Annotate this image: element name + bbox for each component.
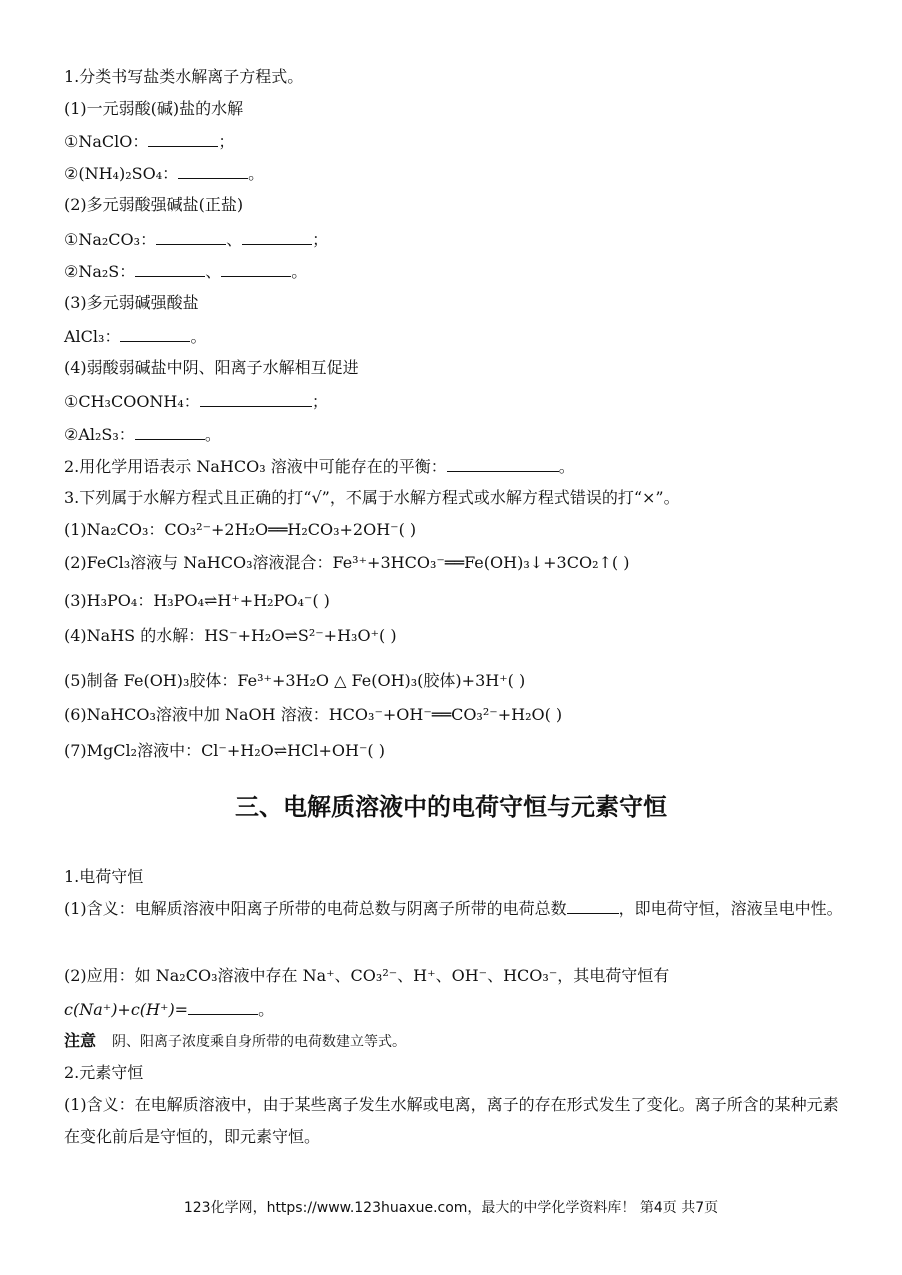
answer-blank (242, 228, 312, 245)
subsection-2-title: (2)多元弱酸强碱盐(正盐) (64, 195, 244, 214)
equation-text: c(Na⁺)+c(H⁺)= (64, 1000, 189, 1019)
judge-item-3: (3)H₃PO₄：H₃PO₄⇌H⁺+H₂PO₄⁻( ) (64, 591, 330, 610)
item-label: AlCl₃： (64, 327, 121, 346)
item-alcl3: AlCl₃： 。 (64, 327, 207, 346)
charge-conservation-title: 1.电荷守恒 (64, 867, 144, 886)
question-text: 2.用化学用语表示 NaHCO₃ 溶液中可能存在的平衡： (64, 457, 447, 476)
subsection-3-title: (3)多元弱碱强酸盐 (64, 293, 199, 312)
answer-blank (178, 162, 248, 179)
element-conservation-title: 2.元素守恒 (64, 1063, 144, 1082)
judge-item-4: (4)NaHS 的水解：HS⁻+H₂O⇌S²⁻+H₃O⁺( ) (64, 626, 397, 645)
meaning-text-tail: ，即电荷守恒，溶液呈电中性。 (618, 899, 843, 918)
subsection-1-title: (1)一元弱酸(碱)盐的水解 (64, 99, 244, 118)
question-1-title: 1.分类书写盐类水解离子方程式。 (64, 67, 304, 86)
item-naclo: ①NaClO： ； (64, 132, 235, 151)
answer-blank (135, 260, 205, 277)
meaning-text: (1)含义：电解质溶液中阳离子所带的电荷总数与阴离子所带的电荷总数 (64, 899, 567, 918)
answer-blank (221, 260, 291, 277)
element-conservation-meaning: (1)含义：在电解质溶液中，由于某些离子发生水解或电离，离子的存在形式发生了变化。离子所含的某种元素在变化前后是守恒的，即元素守恒。 (64, 1095, 839, 1146)
answer-blank (188, 998, 258, 1015)
judge-item-1: (1)Na₂CO₃：CO₃²⁻+2H₂O══H₂CO₃+2OH⁻( ) (64, 520, 417, 539)
charge-equation: c(Na⁺)+c(H⁺)= 。 (64, 1000, 275, 1019)
item-na2s: ②Na₂S： 、 。 (64, 262, 308, 281)
item-label: ①CH₃COONH₄： (64, 392, 200, 411)
item-al2s3: ②Al₂S₃： 。 (64, 425, 221, 444)
answer-blank (135, 423, 205, 440)
section-heading: 三、电解质溶液中的电荷守恒与元素守恒 (235, 793, 667, 821)
judge-item-7: (7)MgCl₂溶液中：Cl⁻+H₂O⇌HCl+OH⁻( ) (64, 741, 385, 760)
subsection-4-title: (4)弱酸弱碱盐中阴、阳离子水解相互促进 (64, 358, 359, 377)
judge-item-2: (2)FeCl₃溶液与 NaHCO₃溶液混合：Fe³⁺+3HCO₃⁻══Fe(OH)₃↓+3CO₂↑( ) (64, 553, 630, 572)
item-label: ②(NH₄)₂SO₄： (64, 164, 179, 183)
charge-conservation-meaning (64, 893, 844, 925)
answer-blank (447, 455, 559, 472)
item-label: ②Na₂S： (64, 262, 136, 281)
page-footer: 123化学网，https://www.123huaxue.com，最大的中学化学资料库！ 第4页 共7页 (183, 1200, 719, 1216)
question-2: 2.用化学用语表示 NaHCO₃ 溶液中可能存在的平衡： 。 (64, 457, 575, 476)
charge-conservation-application: (2)应用：如 Na₂CO₃溶液中存在 Na⁺、CO₃²⁻、H⁺、OH⁻、HCO₃⁻，其电荷守恒有 (64, 966, 670, 985)
item-label: ①NaClO： (64, 132, 149, 151)
item-nh4-2so4: ②(NH₄)₂SO₄： 。 (64, 164, 265, 183)
item-na2co3: ①Na₂CO₃： 、 ； (64, 230, 329, 249)
answer-blank (148, 130, 218, 147)
note-text: 阴、阳离子浓度乘自身所带的电荷数建立等式。 (112, 1034, 407, 1050)
answer-blank (120, 325, 190, 342)
answer-blank (200, 390, 312, 407)
judge-item-6: (6)NaHCO₃溶液中加 NaOH 溶液：HCO₃⁻+OH⁻══CO₃²⁻+H₂O( ) (64, 705, 563, 724)
judge-item-5: (5)制备 Fe(OH)₃胶体：Fe³⁺+3H₂O △ Fe(OH)₃(胶体)+3H⁺( ) (64, 671, 526, 690)
question-3-title: 3.下列属于水解方程式且正确的打“√”，不属于水解方程式或水解方程式错误的打“×”。 (64, 488, 680, 507)
item-label: ①Na₂CO₃： (64, 230, 157, 249)
answer-blank (567, 897, 619, 914)
item-label: ②Al₂S₃： (64, 425, 135, 444)
note-label: 注意 (64, 1031, 97, 1050)
note (64, 1030, 406, 1053)
answer-blank (156, 228, 226, 245)
item-ch3coonh4: ①CH₃COONH₄： ； (64, 392, 328, 411)
